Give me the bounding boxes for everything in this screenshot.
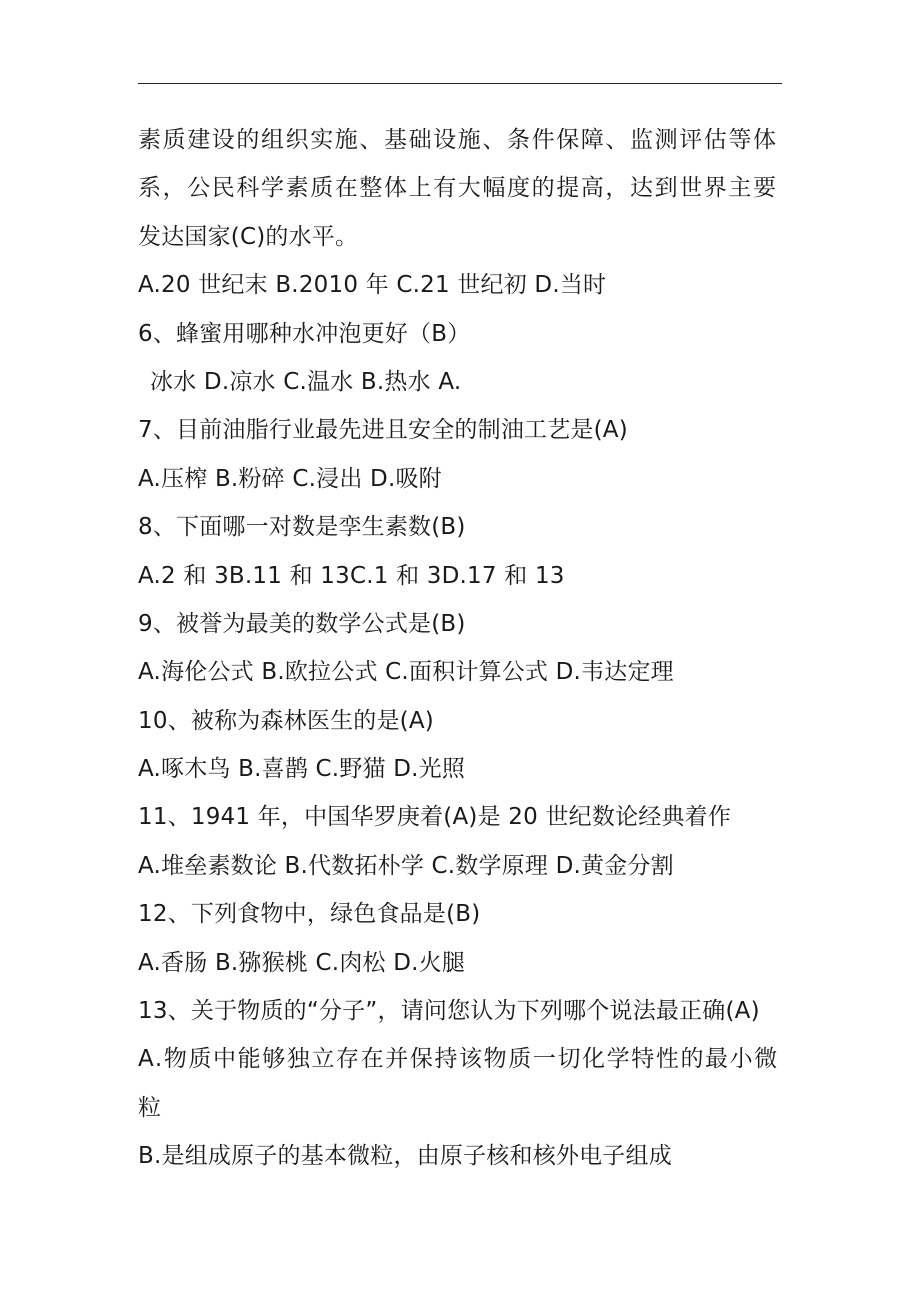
question-9: 9、被誉为最美的数学公式是(B) xyxy=(138,610,466,637)
question-13: 13、关于物质的“分子”，请问您认为下列哪个说法最正确(A) xyxy=(138,998,760,1025)
question-12: 12、下列食物中，绿色食品是(B) xyxy=(138,901,481,928)
answer-options: A.海伦公式 B.欧拉公式 C.面积计算公式 D.韦达定理 xyxy=(138,659,674,686)
answer-options: A.啄木鸟 B.喜鹊 C.野猫 D.光照 xyxy=(138,756,466,783)
answer-options: A.香肠 B.猕猴桃 C.肉松 D.火腿 xyxy=(138,949,466,976)
answer-options: A.20 世纪末 B.2010 年 C.21 世纪初 D.当时 xyxy=(138,272,607,299)
answer-options: A.堆垒素数论 B.代数拓朴学 C.数学原理 D.黄金分割 xyxy=(138,852,674,879)
text-line: 素质建设的组织实施、基础设施、条件保障、监测评估等体 xyxy=(138,127,778,153)
text-line: 系，公民科学素质在整体上有大幅度的提高，达到世界主要 xyxy=(138,175,778,202)
document-body xyxy=(138,116,798,1181)
answer-options: A.2 和 3B.11 和 13C.1 和 3D.17 和 13 xyxy=(138,562,565,589)
answer-options: A.压榨 B.粉碎 C.浸出 D.吸附 xyxy=(138,465,442,492)
answer-option-a: A.物质中能够独立存在并保持该物质一切化学特性的最小微 xyxy=(138,1046,779,1073)
question-10: 10、被称为森林医生的是(A) xyxy=(138,707,434,734)
answer-option-a-continued: 粒 xyxy=(138,1094,162,1121)
question-7: 7、目前油脂行业最先进且安全的制油工艺是(A) xyxy=(138,417,628,444)
answer-option-b: B.是组成原子的基本微粒，由原子核和核外电子组成 xyxy=(138,1143,672,1170)
text-line: 发达国家(C)的水平。 xyxy=(138,223,359,250)
question-6: 6、蜂蜜用哪种水冲泡更好（B） xyxy=(138,320,471,347)
question-11: 11、1941 年，中国华罗庚着(A)是 20 世纪数论经典着作 xyxy=(138,804,732,831)
answer-options: 冰水 D.凉水 C.温水 B.热水 A. xyxy=(150,368,462,395)
question-8: 8、下面哪一对数是孪生素数(B) xyxy=(138,514,466,541)
header-rule xyxy=(138,83,782,84)
